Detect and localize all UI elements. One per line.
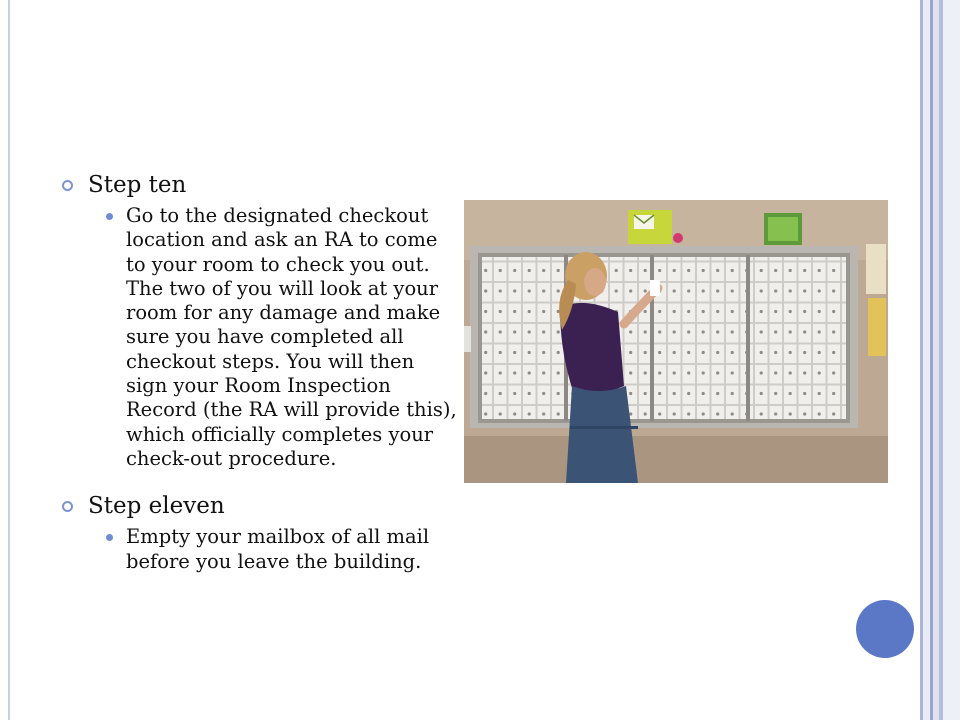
slide-content (60, 170, 460, 574)
left-border-line (8, 0, 10, 720)
step-eleven-heading-text: Step eleven (88, 493, 225, 520)
step-ten-bullet-text: Go to the designated checkout location and ask an RA to come to your room to check you out. The two of you will look at your room for any damage and make sure you have completed all checkout steps. You will then sign your Room Inspection Record (the RA will provide this), which officially completes your check-out procedure. (126, 204, 457, 470)
mailbox-photo (464, 200, 888, 483)
ring-bullet-icon (62, 180, 73, 191)
dot-bullet-icon (106, 534, 113, 541)
ring-bullet-icon (62, 501, 73, 512)
decorative-circle (856, 600, 914, 658)
right-decorative-frame (917, 0, 960, 720)
step-ten-bullet (126, 204, 460, 471)
step-ten-heading-text: Step ten (88, 172, 187, 198)
step-eleven-bullet (126, 525, 460, 574)
step-eleven-heading (60, 491, 460, 521)
step-eleven-bullet-text: Empty your mailbox of all mail before you leave the building. (126, 525, 430, 573)
step-ten-heading (60, 170, 460, 200)
dot-bullet-icon (106, 213, 113, 220)
